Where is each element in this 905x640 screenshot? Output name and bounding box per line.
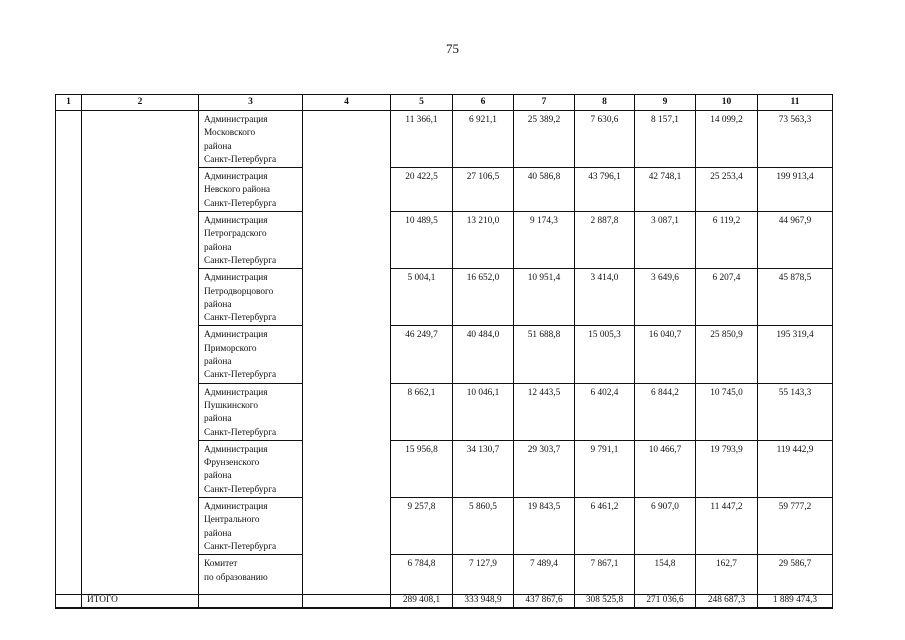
page-number: 75 — [446, 41, 459, 56]
value-cell: 6 119,2 — [696, 212, 758, 269]
value-cell: 7 867,1 — [575, 555, 635, 595]
total-value: 308 525,8 — [575, 595, 635, 609]
organization-line: Центрального — [204, 515, 260, 526]
value-cell: 15 005,3 — [575, 326, 635, 383]
value-cell: 119 442,9 — [758, 440, 833, 497]
value-cell: 14 099,2 — [696, 111, 758, 168]
organization-line: Администрация — [204, 273, 268, 284]
value-cell: 6 844,2 — [635, 383, 696, 440]
total-value: 271 036,6 — [635, 595, 696, 609]
value-cell: 19 793,9 — [696, 440, 758, 497]
table-row — [56, 111, 833, 168]
value-cell: 195 319,4 — [758, 326, 833, 383]
value-cell: 162,7 — [696, 555, 758, 595]
organization-line: района — [204, 528, 232, 539]
value-cell: 55 143,3 — [758, 383, 833, 440]
organization-line: Петроградского — [204, 229, 267, 240]
value-cell: 2 887,8 — [575, 212, 635, 269]
value-cell: 9 174,3 — [514, 212, 575, 269]
organization-line: Санкт-Петербурга — [204, 154, 277, 165]
total-value: 437 867,6 — [514, 595, 575, 609]
organization-cell — [199, 498, 303, 555]
value-cell: 9 257,8 — [391, 498, 453, 555]
organization-line: Администрация — [204, 444, 268, 455]
total-row — [56, 595, 833, 609]
organization-cell — [199, 111, 303, 168]
organization-cell — [199, 555, 303, 595]
value-cell: 6 921,1 — [453, 111, 514, 168]
value-cell: 42 748,1 — [635, 168, 696, 212]
value-cell: 25 850,9 — [696, 326, 758, 383]
value-cell: 7 127,9 — [453, 555, 514, 595]
organization-line: Комитет — [204, 559, 238, 570]
value-cell: 10 745,0 — [696, 383, 758, 440]
organization-line: Фрунзенского — [204, 458, 260, 469]
organization-line: района — [204, 299, 232, 310]
organization-line: Администрация — [204, 172, 268, 183]
organization-line: Санкт-Петербурга — [204, 255, 277, 266]
organization-line: района — [204, 414, 232, 425]
column-header: 4 — [303, 95, 391, 111]
value-cell: 3 649,6 — [635, 269, 696, 326]
organization-line: Администрация — [204, 502, 268, 513]
total-value: 333 948,9 — [453, 595, 514, 609]
organization-line: Администрация — [204, 387, 268, 398]
organization-line: Администрация — [204, 216, 268, 227]
total-label: ИТОГО — [82, 595, 199, 609]
column-header: 11 — [758, 95, 833, 111]
value-cell: 25 389,2 — [514, 111, 575, 168]
value-cell: 15 956,8 — [391, 440, 453, 497]
value-cell: 25 253,4 — [696, 168, 758, 212]
value-cell: 10 046,1 — [453, 383, 514, 440]
value-cell: 9 791,1 — [575, 440, 635, 497]
value-cell: 43 796,1 — [575, 168, 635, 212]
value-cell: 12 443,5 — [514, 383, 575, 440]
table-cell — [303, 111, 391, 595]
organization-line: Приморского — [204, 343, 257, 354]
table-cell — [56, 595, 82, 609]
value-cell: 7 489,4 — [514, 555, 575, 595]
value-cell: 6 461,2 — [575, 498, 635, 555]
organization-line: Администрация — [204, 330, 268, 341]
column-header: 8 — [575, 95, 635, 111]
value-cell: 45 878,5 — [758, 269, 833, 326]
value-cell: 199 913,4 — [758, 168, 833, 212]
organization-line: Санкт-Петербурга — [204, 484, 277, 495]
value-cell: 59 777,2 — [758, 498, 833, 555]
value-cell: 3 087,1 — [635, 212, 696, 269]
table-cell — [82, 111, 199, 595]
value-cell: 73 563,3 — [758, 111, 833, 168]
total-value: 248 687,3 — [696, 595, 758, 609]
value-cell: 34 130,7 — [453, 440, 514, 497]
column-header: 6 — [453, 95, 514, 111]
value-cell: 3 414,0 — [575, 269, 635, 326]
organization-cell — [199, 212, 303, 269]
organization-cell — [199, 326, 303, 383]
table-cell — [303, 595, 391, 609]
value-cell: 40 586,8 — [514, 168, 575, 212]
value-cell: 5 004,1 — [391, 269, 453, 326]
value-cell: 10 951,4 — [514, 269, 575, 326]
value-cell: 6 207,4 — [696, 269, 758, 326]
column-header: 5 — [391, 95, 453, 111]
column-header: 10 — [696, 95, 758, 111]
column-header: 3 — [199, 95, 303, 111]
value-cell: 13 210,0 — [453, 212, 514, 269]
total-value: 289 408,1 — [391, 595, 453, 609]
value-cell: 6 402,4 — [575, 383, 635, 440]
value-cell: 7 630,6 — [575, 111, 635, 168]
organization-line: района — [204, 141, 232, 152]
value-cell: 6 907,0 — [635, 498, 696, 555]
organization-line: Московского — [204, 128, 256, 139]
column-header: 9 — [635, 95, 696, 111]
organization-line: Санкт-Петербурга — [204, 198, 277, 209]
organization-line: Петродворцового — [204, 286, 274, 297]
value-cell: 29 303,7 — [514, 440, 575, 497]
organization-cell — [199, 440, 303, 497]
organization-cell — [199, 269, 303, 326]
total-value: 1 889 474,3 — [758, 595, 833, 609]
organization-line: по образованию — [204, 572, 268, 583]
table-cell — [199, 595, 303, 609]
organization-line: района — [204, 471, 232, 482]
value-cell: 44 967,9 — [758, 212, 833, 269]
organization-line: района — [204, 357, 232, 368]
organization-line: Невского района — [204, 185, 271, 196]
organization-line: Пушкинского — [204, 400, 259, 411]
header-row — [56, 95, 833, 111]
value-cell: 20 422,5 — [391, 168, 453, 212]
value-cell: 154,8 — [635, 555, 696, 595]
value-cell: 51 688,8 — [514, 326, 575, 383]
value-cell: 5 860,5 — [453, 498, 514, 555]
organization-line: Санкт-Петербурга — [204, 541, 277, 552]
value-cell: 8 662,1 — [391, 383, 453, 440]
value-cell: 19 843,5 — [514, 498, 575, 555]
column-header: 7 — [514, 95, 575, 111]
value-cell: 16 652,0 — [453, 269, 514, 326]
value-cell: 46 249,7 — [391, 326, 453, 383]
column-header: 1 — [56, 95, 82, 111]
value-cell: 29 586,7 — [758, 555, 833, 595]
budget-table — [55, 94, 833, 609]
value-cell: 10 466,7 — [635, 440, 696, 497]
value-cell: 10 489,5 — [391, 212, 453, 269]
value-cell: 40 484,0 — [453, 326, 514, 383]
organization-line: Санкт-Петербурга — [204, 427, 277, 438]
organization-cell — [199, 383, 303, 440]
column-header: 2 — [82, 95, 199, 111]
organization-line: Санкт-Петербурга — [204, 370, 277, 381]
value-cell: 16 040,7 — [635, 326, 696, 383]
organization-line: района — [204, 242, 232, 253]
organization-line: Администрация — [204, 115, 268, 125]
value-cell: 11 447,2 — [696, 498, 758, 555]
organization-line: Санкт-Петербурга — [204, 313, 277, 324]
table-body — [56, 111, 833, 595]
value-cell: 8 157,1 — [635, 111, 696, 168]
value-cell: 6 784,8 — [391, 555, 453, 595]
value-cell: 27 106,5 — [453, 168, 514, 212]
organization-cell — [199, 168, 303, 212]
table-cell — [56, 111, 82, 595]
value-cell: 11 366,1 — [391, 111, 453, 168]
